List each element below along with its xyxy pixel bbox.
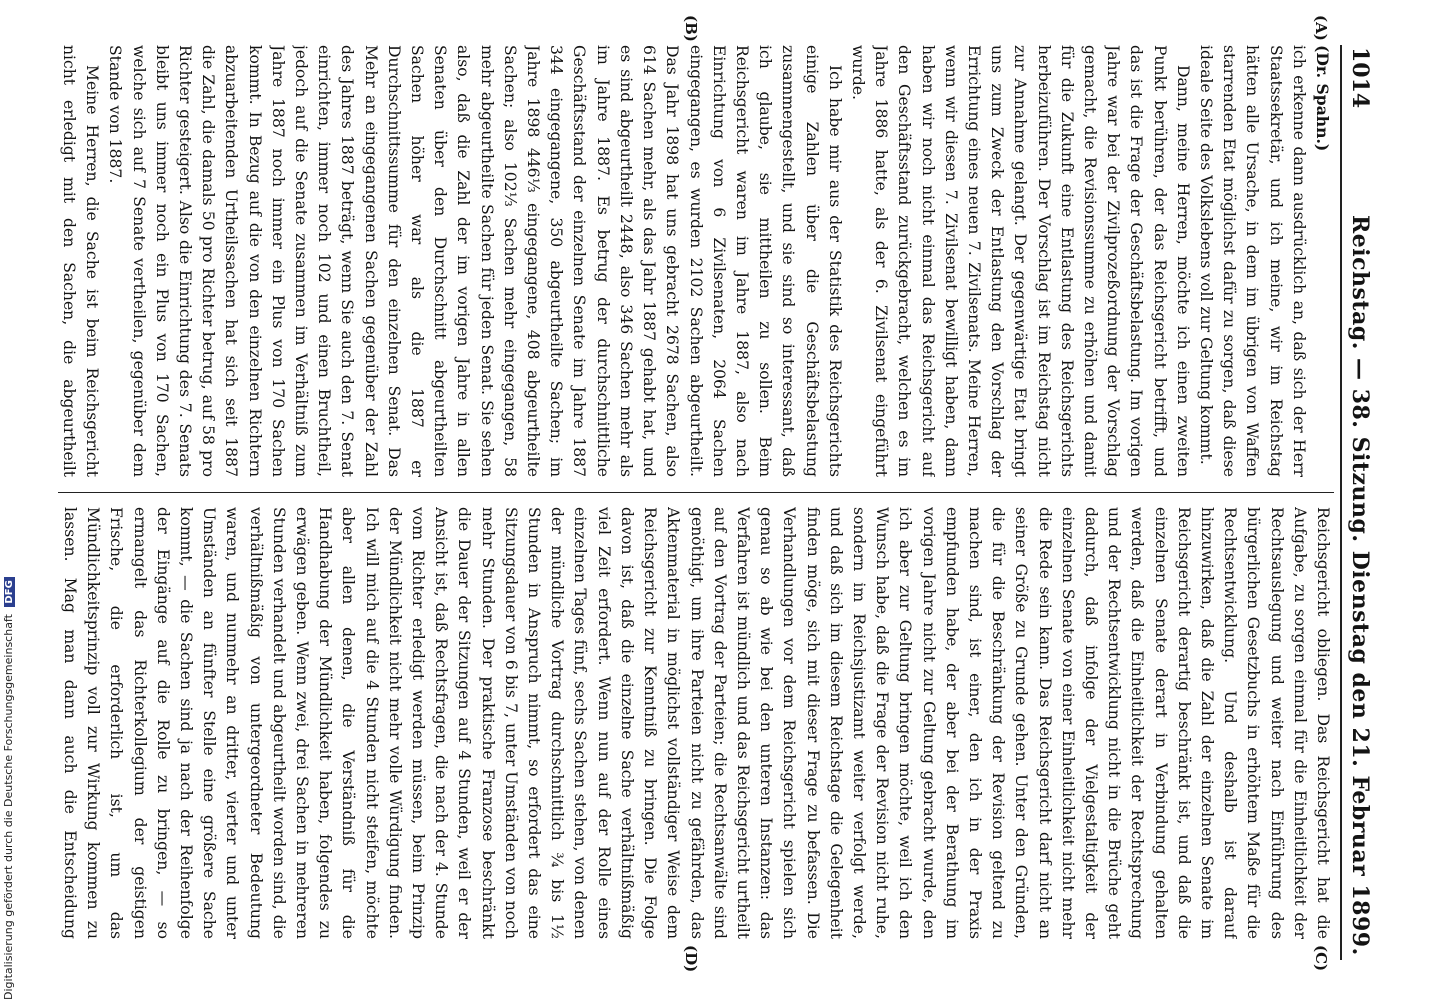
rotated-page [48,15,1378,973]
page-number: 1014 [1347,47,1373,109]
paragraph: ich erkenne dann ausdrücklich an, daß sich der Herr Staatssekretär, und ich meine, wir im Reichstag hätten alle Ursache, in dem im übrigen von Waffen starrenden Etat möglichst dafür zu sorgen, daß diese ideale Seite des Volkslebens voll zur Geltung kommt. [1196,45,1308,477]
page-header [1340,45,1378,960]
paragraph: Meine Herren, die Sache ist beim Reichsgericht nicht erledigt mit den Sachen, die abgeurtheilt [60,45,102,477]
paragraph: Ich habe mir aus der Statistik des Reichsgerichts einige Zahlen über die Geschäftsbelastung zusammengestellt, und sie sind so interessant, daß ich glaube, sie mittheilen zu sollen. Beim Reichsgericht waren im Jahre 1887, also nach Einrichtung von 6 Zivilsenaten, 2064 Sachen eingegangen, es wurden 2102 Sachen abgeurtheilt. Das Jahr 1898 hat uns gebracht 2678 Sachen, also 614 Sachen mehr, als das Jahr 1887 gehabt hat, und es sind abgeurtheilt 2448, also 346 Sachen mehr als im Jahre 1887. Es betrug der durchschnittliche Geschäftsstand der einzelnen Senate im Jahre 1887 344 eingegangene, 350 abgeurtheilte Sachen; im Jahre 1898 446⅓ eingegangene, 408 abgeurtheilte Sachen; also 102⅓ Sachen mehr eingegangen, 58 mehr abgeurtheilte Sachen für jeden Senat. Sie sehen also, daß die Zahl der im vorigen Jahre in allen Senaten über den Durchschnitt abgeurtheilten Sachen höher war als die 1887 er Durchschnittssumme für den einzelnen Senat. Das Mehr an eingegangenen Sachen gegenüber der Zahl des Jahres 1887 beträgt, wenn Sie auch den 7. Senat einrichten, immer noch 102 und einen Bruchtheil, jedoch auf die Senate zusammen im Verhältniß zum Jahre 1887 noch immer ein Plus von 170 Sachen kommt. In Bezug auf die von den einzelnen Richtern abzuarbeitenden Urtheilssachen hat sich seit 1887 die Zahl, die damals 50 pro Richter betrug, auf 58 pro Richter gesteigert. Also die Einrichtung des 7. Senats bleibt uns immer noch ein Plus von 170 Sachen, welche sich auf 7 Senate vertheilen, gegenüber dem Stande von 1887. [106,45,844,477]
speaker-label: (Dr. Spahn.) [1313,45,1332,152]
paragraph: Dann, meine Herren, möchte ich einen zweiten Punkt berühren, der das Reichsgericht betrifft, und das ist die Frage der Geschäftsbelastung. Im vorigen Jahre war bei der Zivilprozeßordnung der Vorschlag gemacht, die Revisionssumme zu erhöhen und damit für die Zukunft eine Entlastung des Reichsgerichts herbeizuführen. Der Vorschlag ist im Reichstag nicht zur Annahme gelangt. Der gegenwärtige Etat bringt uns zum Zweck der Entlastung den Vorschlag der Errichtung eines neuen 7. Zivilsenats. Meine Herren, wenn wir diesen 7. Zivilsenat bewilligt haben, dann haben wir noch nicht einmal das Reichsgericht auf den Geschäftsstand zurückgebracht, welchen es im Jahre 1886 hatte, als der 6. Zivilsenat eingeführt wurde. [848,45,1192,477]
digitization-credit [2,577,15,1000]
page-title: Reichstag. — 38. Sitzung. Dienstag den 21. Februar 1899. [1347,215,1373,956]
margin-mark-b: (B) [682,15,700,42]
dfg-logo: DFG [4,577,15,606]
left-column [58,45,1334,477]
right-column [58,507,1334,939]
paragraph: Reichsgericht obliegen. Das Reichsgericht hat die Aufgabe, zu sorgen einmal für die Einheitlichkeit der Rechtsauslegung und weiter nach Einführung des bürgerlichen Gesetzbuchs in erhöhtem Maße für die Rechtsentwicklung. Und deshalb ist darauf hinzuwirken, daß die Zahl der einzelnen Senate im Reichsgericht derartig beschränkt ist, und daß die einzelnen Senate derart in Verbindung gehalten werden, daß die Einheitlichkeit der Rechtsprechung und der Rechtsentwicklung nicht in die Brüche geht dadurch, daß infolge der Vielgestaltigkeit der einzelnen Senate von einer Einheitlichkeit nicht mehr die Rede sein kann. Das Reichsgericht darf nicht an seiner Größe zu Grunde gehen. Unter den Gründen, die für die Beschränkung der Revision geltend zu machen sind, ist einer, den ich in der Praxis empfunden habe, der aber bei der Berathung im vorigen Jahre nicht zur Geltung gebracht wurde, den ich aber zur Geltung bringen möchte, weil ich den Wunsch habe, daß die Frage der Revision nicht ruhe, sondern im Reichsjustizamt weiter verfolgt werde, und daß sich im diesem Reichstage die Gelegenheit finden möge, sich mit dieser Frage zu befassen. Die Verhandlungen vor dem Reichsgericht spielen sich genau so ab wie bei den unteren Instanzen: das Verfahren ist mündlich und das Reichsgericht urtheilt auf den Vortrag der Parteien; die Rechtsanwälte sind genöthigt, um ihre Parteien nicht zu gefährden, das Aktenmaterial in möglichst vollständiger Weise dem Reichsgericht zur Kenntniß zu bringen. Die Folge davon ist, daß die einzelne Sache verhältnißmäßig viel Zeit erfordert. Wenn nun auf der Rolle eines einzelnen Tages fünf, sechs Sachen stehen, von denen der mündliche Vortrag durchschnittlich ¾ bis 1½ Stunden in Anspruch nimmt, so erfordert das eine Sitzungsdauer von 6 bis 7, unter Umständen von noch mehr Stunden. Der praktische Franzose beschränkt die Dauer der Sitzungen auf 4 Stunden, weil er der Ansicht ist, daß Rechtsfragen, die nach der 4. Stunde vom Richter erledigt werden müssen, beim Prinzip der Mündlichkeit nicht mehr volle Würdigung finden. Ich will mich auf die 4 Stunden nicht steifen, möchte aber allen denen, die Verständniß für die Handhabung der Mündlichkeit haben, folgendes zu erwägen geben. Wenn zwei, drei Sachen in mehreren Stunden verhandelt und abgeurtheilt worden sind, die verhältnißmäßig von untergeordneter Bedeutung waren, und nunmehr an dritter, vierter und unter Umständen an fünfter Stelle eine größere Sache kommt, — die Sachen sind ja nach der Reihenfolge der Eingänge auf die Rolle zu bringen, — so ermangelt das Richterkollegium der geistigen Frische, die erforderlich ist, um das Mündlichkeitsprinzip voll zur Wirkung kommen zu lassen. Mag man dann auch die Entscheidung [61,507,1332,939]
margin-mark-c: (C) [1312,945,1330,972]
credit-text: Digitalisierung gefördert durch die Deutsche Forschungsgemeinschaft [2,614,15,1000]
column-divider [58,492,1334,493]
margin-mark-a: (A) [1312,15,1330,41]
margin-mark-d: (D) [682,945,700,973]
